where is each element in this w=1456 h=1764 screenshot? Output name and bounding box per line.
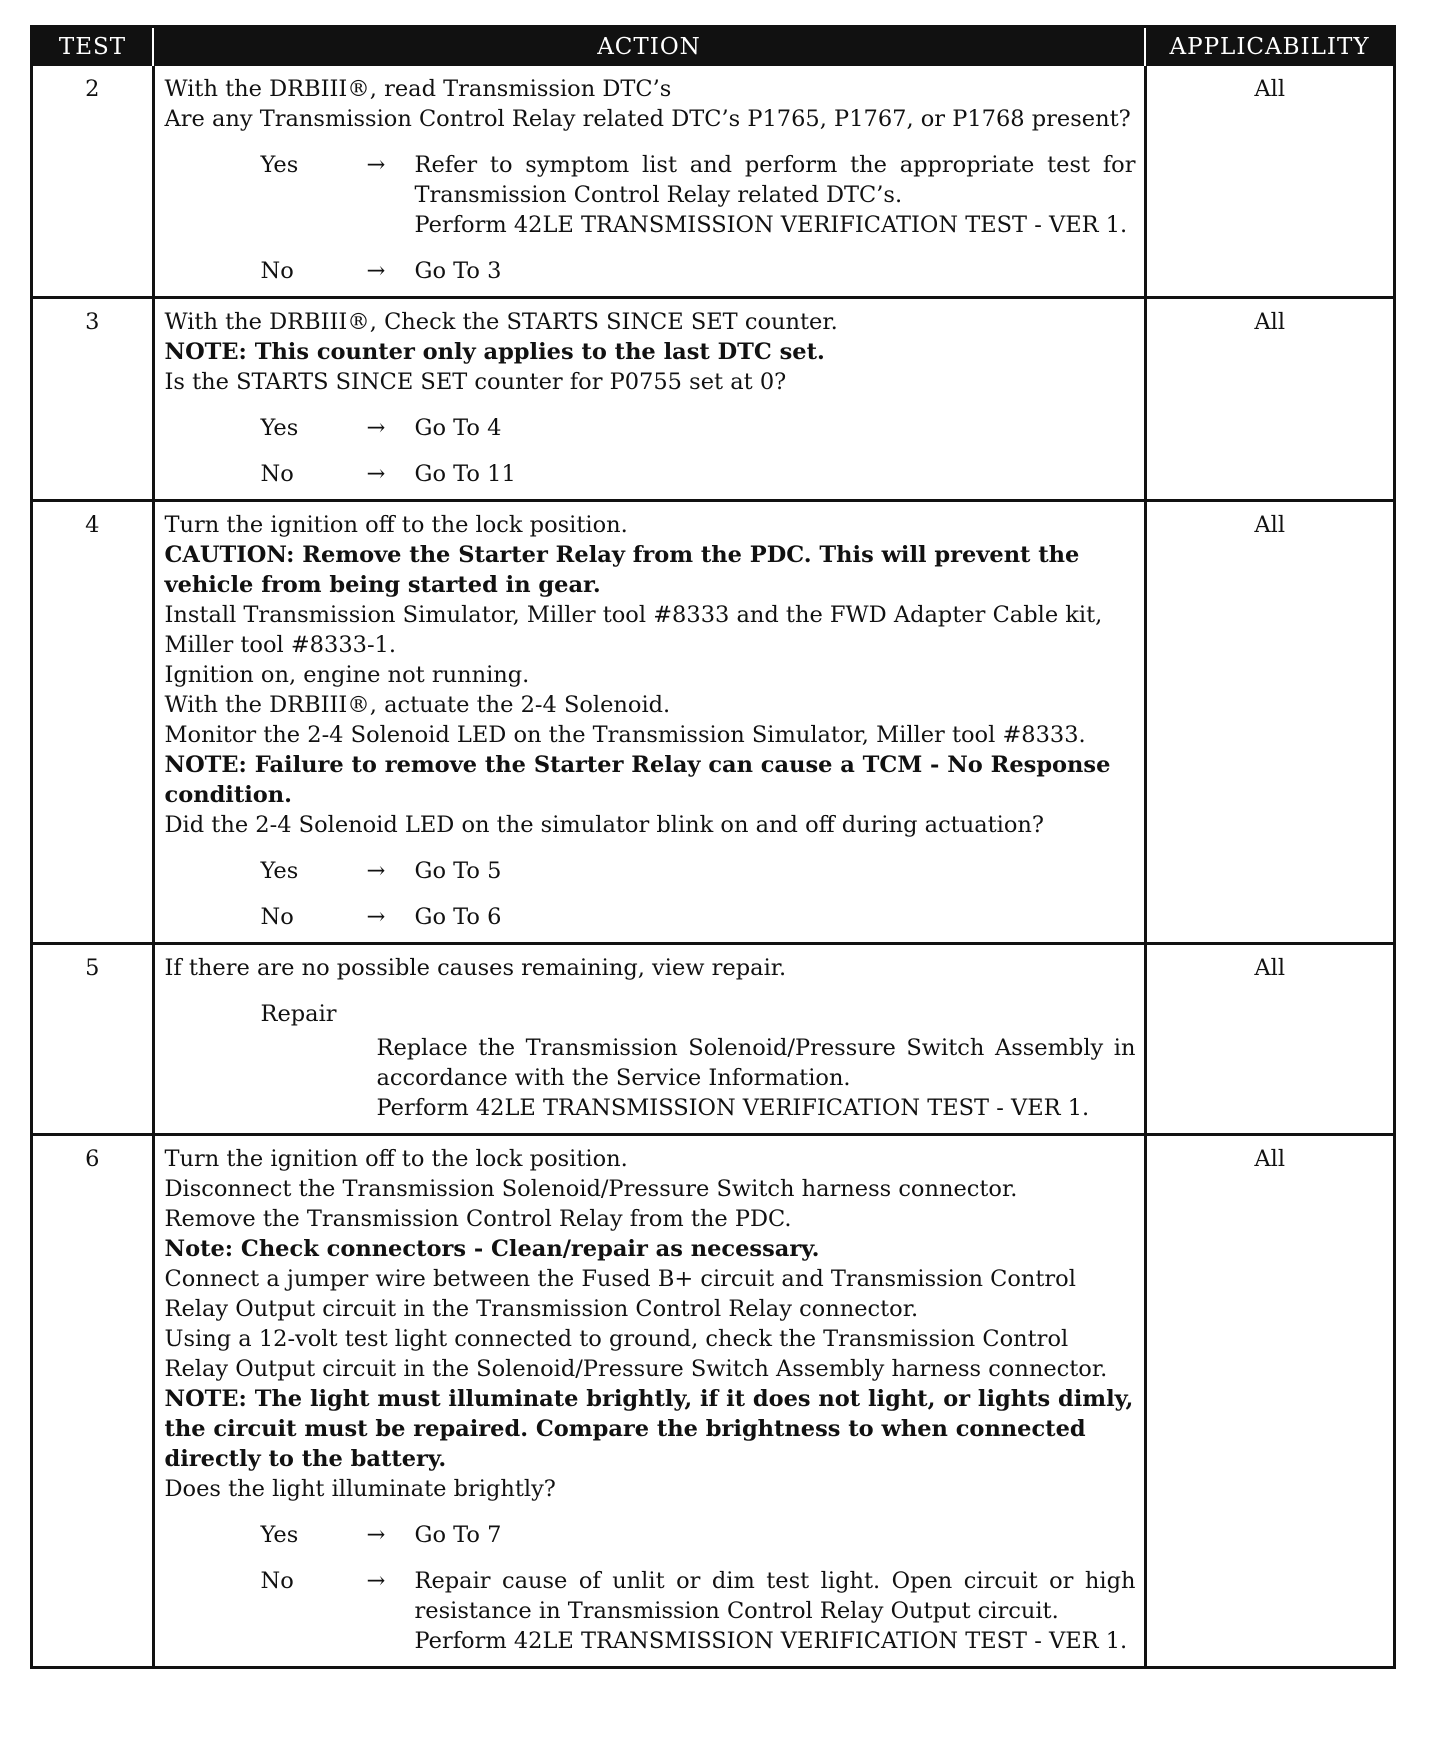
- table-row: [33, 298, 1393, 501]
- result-line: Go To 5: [414, 858, 502, 884]
- action-line: Are any Transmission Control Relay related DTC’s P1765, P1767, or P1768 present?: [164, 106, 1131, 132]
- action-line: Turn the ignition off to the lock position.: [164, 512, 628, 538]
- yes-label: Yes: [260, 152, 299, 178]
- arrow-icon: →: [366, 1568, 386, 1594]
- action-line: With the DRBIII®, read Transmission DTC’s: [164, 76, 672, 102]
- arrow-icon: →: [366, 904, 386, 930]
- table-row: [33, 1135, 1393, 1667]
- result-line: Refer to symptom list and perform the appropriate test for Transmission Control Relay related DTC’s.: [414, 152, 1136, 208]
- action-line: Did the 2-4 Solenoid LED on the simulator blink on and off during actuation?: [164, 812, 1044, 838]
- test-table: [33, 28, 1393, 1666]
- action-line: Disconnect the Transmission Solenoid/Pressure Switch harness connector.: [164, 1176, 1018, 1202]
- test-number: 6: [33, 1135, 153, 1667]
- yes-result: [415, 856, 1136, 886]
- test-number: 2: [85, 76, 100, 102]
- no-option: [261, 459, 1136, 489]
- action-line: Connect a jumper wire between the Fused B+ circuit and Transmission Control Relay Output circuit in the Transmission Control Relay connector.: [164, 1266, 1076, 1322]
- yes-label: Yes: [260, 858, 299, 884]
- action-cell: [153, 298, 1145, 501]
- yes-result: [415, 413, 1136, 443]
- action-line: Ignition on, engine not running.: [164, 662, 530, 688]
- note-line: Note: Check connectors - Clean/repair as necessary.: [164, 1236, 820, 1262]
- no-label: No: [260, 258, 294, 284]
- result-line: Go To 11: [414, 461, 516, 487]
- repair-line: Perform 42LE TRANSMISSION VERIFICATION TEST - VER 1.: [376, 1095, 1090, 1121]
- yes-option: [261, 856, 1136, 886]
- yes-option: [261, 150, 1136, 240]
- yes-label: Yes: [260, 1522, 299, 1548]
- repair-text: [377, 1033, 1136, 1123]
- no-option: [261, 256, 1136, 286]
- action-cell: [153, 944, 1145, 1135]
- yes-option: [261, 1520, 1136, 1550]
- yes-result: [415, 1520, 1136, 1550]
- no-label: No: [260, 1568, 294, 1594]
- arrow-icon: →: [366, 258, 386, 284]
- no-label: No: [260, 461, 294, 487]
- table-header-row: [33, 28, 1393, 66]
- action-cell: [153, 66, 1145, 298]
- yes-option: [261, 413, 1136, 443]
- test-number: 5: [33, 944, 153, 1135]
- header-applicability: APPLICABILITY: [1145, 28, 1393, 66]
- action-line: With the DRBIII®, actuate the 2-4 Solenoid.: [164, 692, 671, 718]
- arrow-icon: →: [366, 152, 386, 178]
- table-row: [33, 944, 1393, 1135]
- caution-line: CAUTION: Remove the Starter Relay from the PDC. This will prevent the vehicle from being started in gear.: [164, 542, 1080, 598]
- arrow-icon: →: [366, 1522, 386, 1548]
- yes-label: Yes: [260, 415, 299, 441]
- arrow-icon: →: [366, 858, 386, 884]
- note-line: NOTE: Failure to remove the Starter Relay can cause a TCM - No Response condition.: [164, 752, 1111, 808]
- table-row: [33, 501, 1393, 944]
- action-cell: [153, 1135, 1145, 1667]
- action-line: Turn the ignition off to the lock position.: [164, 1146, 628, 1172]
- action-line: Using a 12-volt test light connected to ground, check the Transmission Control Relay Output circuit in the Solenoid/Pressure Switch Assembly harness connector.: [164, 1326, 1108, 1382]
- result-line: Go To 3: [414, 258, 502, 284]
- result-line: Go To 6: [414, 904, 502, 930]
- applicability-cell: All: [1254, 76, 1286, 102]
- diagnostic-test-table: [30, 25, 1396, 1669]
- applicability-cell: All: [1145, 944, 1393, 1135]
- result-line: Perform 42LE TRANSMISSION VERIFICATION TEST - VER 1.: [414, 1628, 1128, 1654]
- no-result: [415, 902, 1136, 932]
- action-line: Remove the Transmission Control Relay from the PDC.: [164, 1206, 792, 1232]
- action-line: Does the light illuminate brightly?: [164, 1476, 556, 1502]
- no-result: [415, 1566, 1136, 1656]
- no-label: No: [260, 904, 294, 930]
- note-line: NOTE: The light must illuminate brightly, if it does not light, or lights dimly, the circuit must be repaired. Compare the brightness to when connected directly to the battery.: [164, 1386, 1134, 1472]
- arrow-icon: →: [366, 415, 386, 441]
- result-line: Repair cause of unlit or dim test light. Open circuit or high resistance in Transmission Control Relay Output circuit.: [414, 1568, 1136, 1624]
- action-cell: [153, 501, 1145, 944]
- note-line: NOTE: This counter only applies to the last DTC set.: [164, 339, 825, 365]
- table-row: [33, 66, 1393, 298]
- repair-label: Repair: [260, 1001, 337, 1027]
- header-test: TEST: [33, 28, 153, 66]
- action-line: With the DRBIII®, Check the STARTS SINCE SET counter.: [164, 309, 838, 335]
- no-result: [415, 459, 1136, 489]
- no-result: [415, 256, 1136, 286]
- applicability-cell: All: [1145, 501, 1393, 944]
- test-number: 4: [33, 501, 153, 944]
- applicability-cell: All: [1145, 298, 1393, 501]
- action-line: Monitor the 2-4 Solenoid LED on the Transmission Simulator, Miller tool #8333.: [164, 722, 1086, 748]
- header-action: ACTION: [153, 28, 1145, 66]
- action-line: Install Transmission Simulator, Miller tool #8333 and the FWD Adapter Cable kit, Miller tool #8333-1.: [164, 602, 1103, 658]
- repair-line: Replace the Transmission Solenoid/Pressure Switch Assembly in accordance with the Service Information.: [376, 1035, 1136, 1091]
- result-line: Go To 7: [414, 1522, 502, 1548]
- applicability-cell: All: [1145, 1135, 1393, 1667]
- no-option: [261, 902, 1136, 932]
- result-line: Go To 4: [414, 415, 502, 441]
- no-option: [261, 1566, 1136, 1656]
- action-line: If there are no possible causes remaining, view repair.: [164, 955, 787, 981]
- arrow-icon: →: [366, 461, 386, 487]
- yes-result: [415, 150, 1136, 240]
- test-number: 3: [33, 298, 153, 501]
- result-line: Perform 42LE TRANSMISSION VERIFICATION TEST - VER 1.: [414, 212, 1128, 238]
- action-line: Is the STARTS SINCE SET counter for P0755 set at 0?: [164, 369, 787, 395]
